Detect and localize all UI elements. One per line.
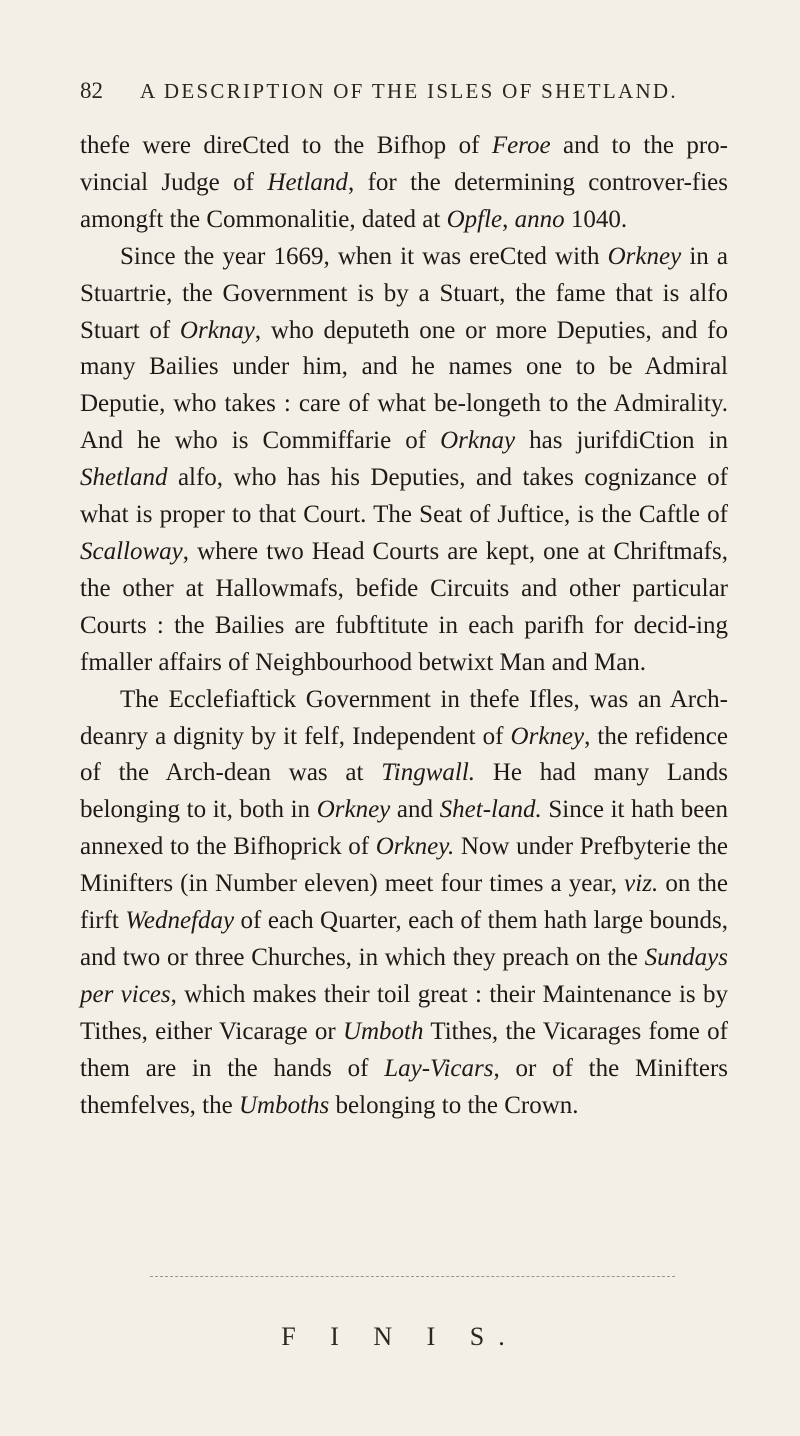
text-run: He had many Lands belonging to it, both in	[80, 759, 729, 824]
italic-run: Shetland	[80, 464, 168, 492]
paragraph-3	[80, 682, 728, 1125]
italic-run: Orknay	[179, 316, 255, 344]
running-title: A DESCRIPTION OF THE ISLES OF SHETLAND.	[140, 79, 678, 103]
text-run: belonging to the Crown.	[329, 1091, 579, 1119]
italic-run: Umboth	[342, 1017, 424, 1045]
text-run: , the refidence of the Arch-dean was at	[80, 722, 728, 787]
section-rule	[150, 1276, 675, 1277]
italic-run: Orkney	[510, 722, 585, 750]
text-run: has jurifdiCtion in	[515, 427, 728, 455]
text-run: Now under Prefbyterie the Minifters (in Number eleven) meet four times a year,	[80, 833, 728, 898]
page-header	[80, 78, 725, 104]
text-run: ,	[502, 205, 515, 233]
text-run: Since the year 1669, when it was ereCted with	[120, 242, 608, 270]
text-run: , for the determining controver-fies amongft the Commonalitie, dated at	[80, 168, 728, 233]
italic-run: Shet-land.	[439, 796, 542, 824]
body-text	[80, 128, 728, 1124]
text-run: and	[390, 796, 440, 824]
text-run: , which makes their toil great : their Maintenance is by Tithes, either Vicarage or	[80, 980, 728, 1045]
text-run: , or of the Minifters themfelves, the	[80, 1054, 728, 1119]
italic-run: Orkney	[607, 242, 682, 270]
italic-run: anno	[514, 205, 565, 233]
italic-run: viz.	[624, 870, 659, 898]
text-run: Tithes, the Vicarages fome of them are in the hands of	[80, 1017, 728, 1082]
italic-run: Tingwall.	[381, 759, 476, 787]
italic-run: Orknay	[440, 427, 516, 455]
italic-run: Wednefday	[125, 907, 235, 935]
text-run: Since it hath been annexed to the Bifhoprick of	[80, 796, 728, 861]
italic-run: Scalloway	[80, 537, 183, 565]
italic-run: Lay-Vicars	[384, 1054, 494, 1082]
italic-run: Sundays per vices	[80, 943, 728, 1008]
italic-run: Feroe	[491, 132, 551, 159]
paragraph-2	[80, 239, 728, 682]
text-run: alfo, who has his Deputies, and takes cognizance of what is proper to that Court. The Seat of Juftice, is the Caftle of	[80, 464, 728, 529]
text-run: The Ecclefiaftick Government in thefe Ifles, was an Arch-deanry a dignity by it felf, Independent of	[80, 685, 728, 750]
text-run: on the firft	[80, 870, 728, 935]
text-run: in a Stuartrie, the Government is by a Stuart, the fame that is alfo Stuart of	[80, 242, 729, 344]
text-run: , where two Head Courts are kept, one at Chriftmafs, the other at Hallowmafs, befide Circuits and other particular Courts : the Bailies are fubftitute in each parifh for decid-ing fmaller affairs of Neighbourhood betwixt Man and Man.	[80, 537, 728, 676]
text-run: of each Quarter, each of them hath large bounds, and two or three Churches, in which they preach on the	[80, 907, 728, 971]
text-run: 1040.	[564, 205, 628, 233]
paragraph-1	[80, 128, 728, 239]
text-run: thefe were direCted to the Bifhop of	[80, 132, 492, 159]
italic-run: Hetland	[267, 168, 348, 196]
text-run: , who deputeth one or more Deputies, and fo many Bailies under him, and he names one to be Admiral Deputie, who takes : care of what be-longeth to the Admirality. And he who is Commiffarie of	[80, 316, 729, 455]
italic-run: Orkney	[316, 796, 391, 824]
italic-run: Opfle	[446, 205, 503, 233]
page-number: 82	[80, 78, 103, 103]
italic-run: Umboths	[238, 1091, 330, 1119]
finis-label: F I N I S.	[281, 1322, 519, 1351]
text-run: and to the pro-vincial Judge of	[80, 132, 728, 196]
italic-run: Orkney.	[375, 833, 455, 861]
